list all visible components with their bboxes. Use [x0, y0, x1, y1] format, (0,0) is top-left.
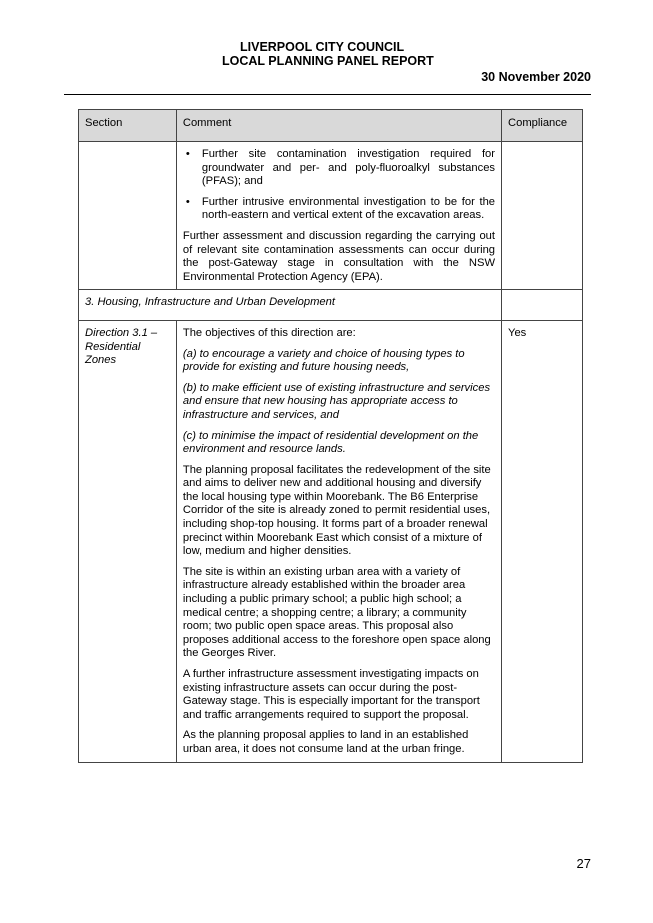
objectives-intro: The objectives of this direction are: [182, 326, 356, 339]
report-title: LOCAL PLANNING PANEL REPORT [222, 54, 434, 68]
page-number: 27 [576, 856, 591, 871]
header-compliance: Compliance [502, 110, 583, 142]
contamination-bullets [183, 148, 495, 223]
table-row [79, 320, 583, 762]
paragraph-assessment: A further infrastructure assessment investigating impacts on existing infrastructure assets can occur during the post-Gateway stage. This is especially important for the transport and traffic arrangements required to support the proposal. [182, 668, 480, 721]
objective-a: (a) to encourage a variety and choice of housing types to provide for existing and future housing needs, [182, 347, 465, 374]
objective-c: (c) to minimise the impact of residential development on the environment and resource lands. [182, 429, 479, 456]
section-heading: 3. Housing, Infrastructure and Urban Development [79, 290, 502, 321]
row1-comment [176, 142, 501, 290]
row1-compliance [502, 142, 583, 290]
paragraph-redevelopment: The planning proposal facilitates the redevelopment of the site and aims to deliver new and additional housing and diversify the local housing type within Moorebank. The B6 Enterprise Corridor of the site is already zoned to permit residential uses, including shop-top housing. It forms part of a broader renewal precinct within Moorebank East which consist of a mixture of low, medium and higher densities. [182, 463, 491, 558]
section-heading-compliance [502, 290, 583, 321]
paragraph-urban-fringe: As the planning proposal applies to land in an established urban area, it does not consume land at the urban fringe. [182, 729, 469, 755]
list-item: • Further site contamination investigation required for groundwater and per- and poly-fluoroalkyl substances (PFAS); and [185, 148, 496, 188]
bullet-icon: • [185, 195, 190, 208]
table-row [79, 142, 583, 290]
row1-paragraph: Further assessment and discussion regarding the carrying out of relevant site contamination assessments can occur during the post-Gateway stage in consultation with the NSW Environmental Protection Agency (EPA). [182, 229, 496, 283]
bullet-icon: • [185, 148, 190, 160]
row2-comment [176, 320, 501, 762]
council-name: LIVERPOOL CITY COUNCIL [240, 40, 405, 54]
section-heading-row [79, 290, 583, 321]
objective-b: (b) to make efficient use of existing infrastructure and services and ensure that new housing has appropriate access to infrastructure and services, and [182, 381, 491, 421]
list-item: • Further intrusive environmental investigation to be for the north-eastern and vertical extent of the excavation areas. [185, 195, 496, 222]
row2-section: Direction 3.1 – Residential Zones [79, 320, 177, 762]
header-rule [64, 94, 591, 95]
header-comment: Comment [176, 110, 501, 142]
row2-compliance: Yes [502, 320, 583, 762]
table-header-row [79, 110, 583, 142]
compliance-table [78, 109, 583, 763]
paragraph-infrastructure: The site is within an existing urban area with a variety of infrastructure already established within the broader area including a public primary school; a public high school; a medical centre; a shopping centre; a library; a community room; two public open space areas. This proposal also proposes additional access to the foreshore open space along the Georges River. [182, 565, 491, 660]
row1-section [79, 142, 177, 290]
header-section: Section [79, 110, 177, 142]
report-date: 30 November 2020 [481, 70, 591, 84]
